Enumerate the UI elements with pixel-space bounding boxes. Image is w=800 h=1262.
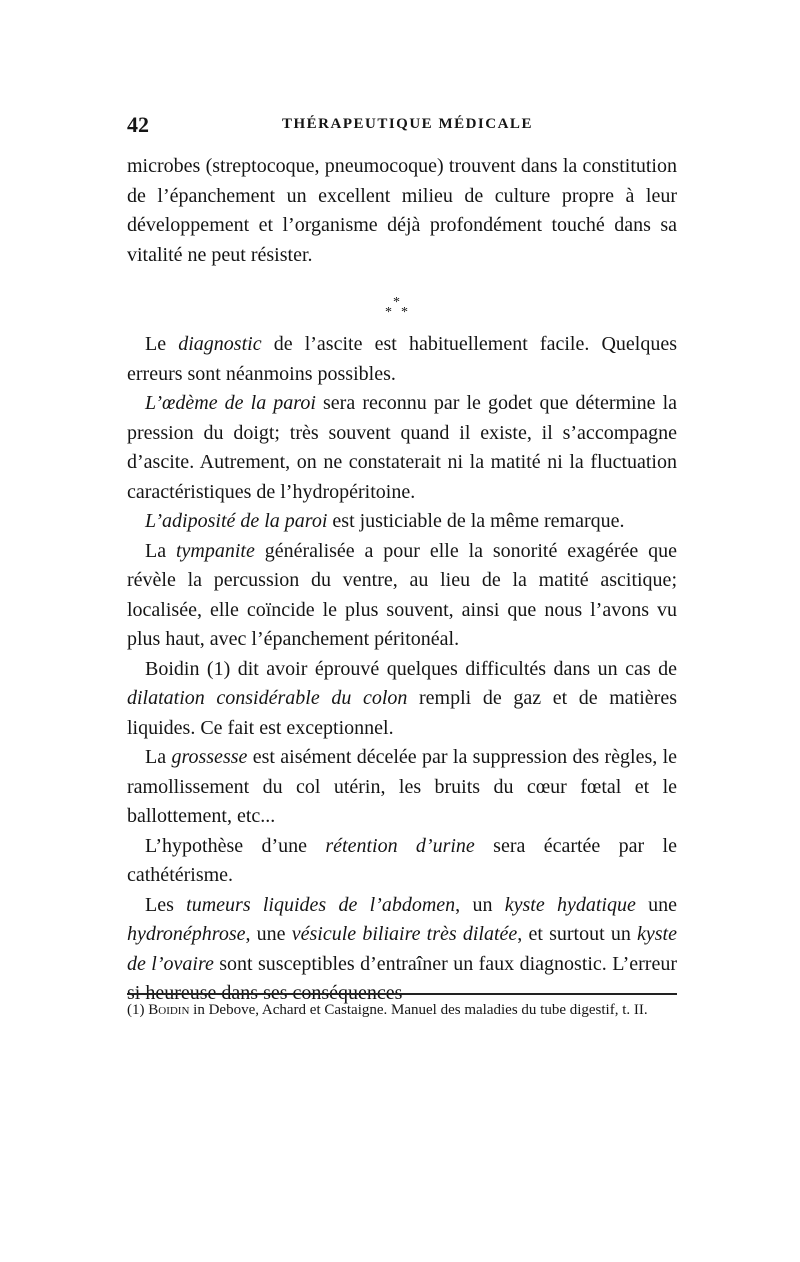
page-header	[127, 112, 677, 140]
running-title: THÉRAPEUTIQUE MÉDICALE	[282, 116, 533, 132]
italic-term: grossesse	[171, 746, 248, 768]
text-run: rempli de gaz et de matières liquides. Ce fait est exceptionnel.	[127, 687, 677, 739]
text-run: sera reconnu par le godet que détermine la pression du doigt; très souvent quand il existe, il s’accompagne d’ascite. Autrement, on ne constaterait ni la matité ni la fluctuation caractéristiques de l’hydropéritoine.	[127, 392, 678, 503]
asterism-star: *	[385, 305, 392, 320]
text-run: généralisée a pour elle la sonorité exagérée que révèle la percussion du ventre, au lieu de la matité ascitique; localisée, elle coïncide le plus souvent, ainsi que nous l’avons vu plus haut, avec l’épanchement péritonéal.	[127, 539, 678, 650]
italic-term: L’adiposité de la paroi	[145, 510, 328, 532]
asterism-divider	[127, 270, 677, 330]
text-run: sera écartée par le cathétérisme.	[127, 834, 677, 886]
footnote-rule	[127, 993, 677, 995]
paragraph-retention	[127, 832, 677, 891]
text-run: La	[145, 746, 172, 768]
paragraph-diagnostic	[127, 330, 677, 389]
text-run: , et surtout un	[517, 923, 638, 945]
text-run: Le	[145, 333, 179, 355]
italic-term: tympanite	[175, 539, 255, 562]
text-run: de l’ascite est habituellement facile. Quelques erreurs sont néanmoins possibles.	[127, 333, 677, 385]
paragraph-tympanite	[127, 537, 677, 655]
italic-term: tumeurs liquides de l’abdomen	[186, 893, 456, 916]
paragraph-continuation: microbes (streptocoque, pneumocoque) trouvent dans la constitution de l’épanchement un excellent milieu de culture propre à leur développement et l’organisme déjà profondément touché dans sa vitalité ne peut résister.	[127, 155, 677, 266]
paragraph-dilatation	[127, 655, 677, 744]
paragraph-adiposite	[127, 507, 677, 537]
text-run: , un	[455, 893, 505, 916]
paragraph-grossesse	[127, 743, 677, 832]
text-run: une	[635, 893, 677, 916]
italic-term: dilatation considérable du colon	[127, 687, 408, 709]
text-run: sont susceptibles d’entraîner un faux diagnostic. L’erreur si heureuse dans ses conséquences	[127, 952, 677, 1004]
text-run: La	[145, 539, 176, 562]
page-number: 42	[127, 112, 149, 137]
footnote-text: in Debove, Achard et Castaigne. Manuel des maladies du tube digestif, t. II.	[189, 1002, 648, 1018]
text-run: est justiciable de la même remarque.	[327, 510, 625, 532]
italic-term: kyste de l’ovaire	[127, 923, 677, 975]
footnote-marker: (1)	[127, 1002, 149, 1018]
text-run: Les	[145, 893, 187, 916]
text-run: est aisément décelée par la suppression des règles, le ramollissement du col utérin, les bruits du cœur fœtal et le ballottement, etc...	[127, 746, 678, 827]
text-run: Boidin (1) dit avoir éprouvé quelques difficultés dans un cas de	[145, 657, 677, 680]
italic-term: diagnostic	[178, 333, 262, 355]
asterism-star: *	[393, 295, 400, 310]
italic-term: L’œdème de la paroi	[145, 392, 316, 414]
footnote	[127, 1000, 677, 1021]
paragraph-oedeme	[127, 389, 677, 507]
italic-term: vésicule biliaire très dilatée	[291, 923, 518, 945]
text-run: L’hypothèse d’une	[145, 834, 326, 857]
italic-term: hydronéphrose	[127, 923, 246, 945]
text-run: , une	[245, 923, 292, 945]
footnote-author: Boidin	[148, 1002, 190, 1018]
body-text	[127, 152, 677, 1009]
paragraph-tumeurs	[127, 891, 677, 1009]
asterism-star: *	[401, 305, 408, 320]
italic-term: rétention d’urine	[325, 834, 475, 857]
italic-term: kyste hydatique	[504, 893, 636, 916]
